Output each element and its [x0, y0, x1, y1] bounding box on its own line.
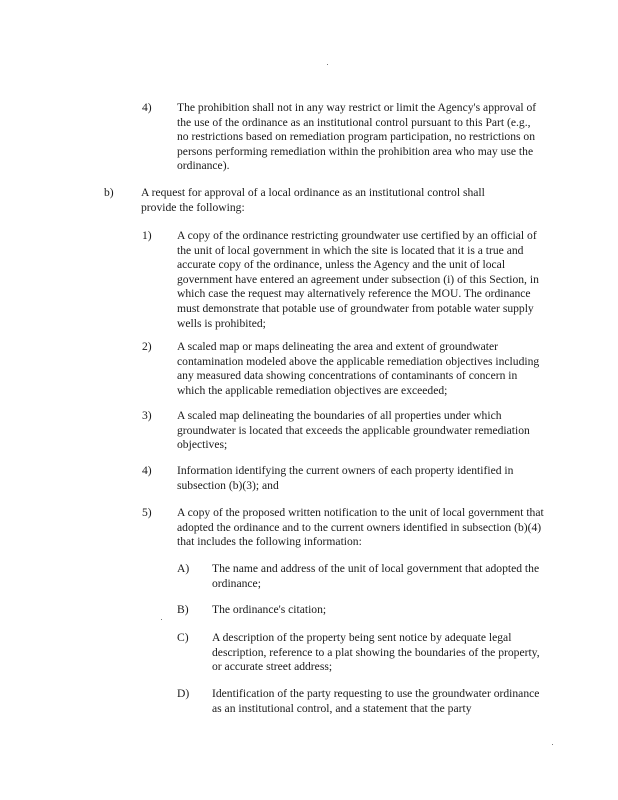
scan-speck [552, 744, 553, 745]
item-text-b5: A copy of the proposed written notification to the unit of local government that adopted the ordinance and to the current owners identified in subsection (b)(4) that includes the following information: [177, 506, 544, 549]
item-text-A: The name and address of the unit of local government that adopted the ordinance; [212, 562, 540, 590]
scan-speck [327, 64, 328, 65]
item-text-b4: Information identifying the current owners of each property identified in subsection (b)(3); and [177, 464, 514, 492]
item-text-C: A description of the property being sent notice by adequate legal description, reference to a plat showing the boundaries of the property, or accurate street address; [212, 631, 540, 674]
scan-speck [161, 619, 162, 620]
item-label-B: B) [177, 603, 189, 616]
item-label-b2: 2) [142, 340, 152, 353]
item-text-D: Identification of the party requesting to use the groundwater ordinance as an institutional control, and a statement that the party [212, 687, 540, 715]
item-label-b4: 4) [142, 464, 152, 477]
item-text-b3: A scaled map delineating the boundaries of all properties under which groundwater is located that exceeds the applicable groundwater remediation objectives; [177, 409, 530, 452]
item-text-a4: The prohibition shall not in any way restrict or limit the Agency's approval of the use of the ordinance as an institutional control pursuant to this Part (e.g., no restrictions based on remediation program participation, no restrictions on persons performing remediation within the prohibition area who may use the ordinance). [177, 101, 537, 173]
item-label-b5: 5) [142, 506, 152, 519]
item-text-b: A request for approval of a local ordinance as an institutional control shall provide the following: [141, 186, 485, 214]
item-text-B: The ordinance's citation; [212, 603, 327, 616]
item-label-b3: 3) [142, 409, 152, 422]
item-text-b2: A scaled map or maps delineating the area and extent of groundwater contamination modeled above the applicable remediation objectives including any measured data showing concentrations of contaminants of concern in which the applicable remediation objectives are exceeded; [177, 340, 540, 397]
item-label-D: D) [177, 687, 190, 700]
item-label-b1: 1) [142, 229, 152, 242]
item-label-b: b) [104, 186, 114, 199]
item-text-b1: A copy of the ordinance restricting groundwater use certified by an official of the unit of local government in which the site is located that it is a true and accurate copy of the ordinance, unless the Agency and the unit of local government have entered an agreement under subsection (i) of this Section, in which case the request may alternatively reference the MOU. The ordinance must demonstrate that potable use of groundwater from potable water supply wells is prohibited; [177, 229, 539, 330]
item-label-C: C) [177, 631, 189, 644]
item-label-a4: 4) [142, 101, 152, 114]
item-label-A: A) [177, 562, 190, 575]
